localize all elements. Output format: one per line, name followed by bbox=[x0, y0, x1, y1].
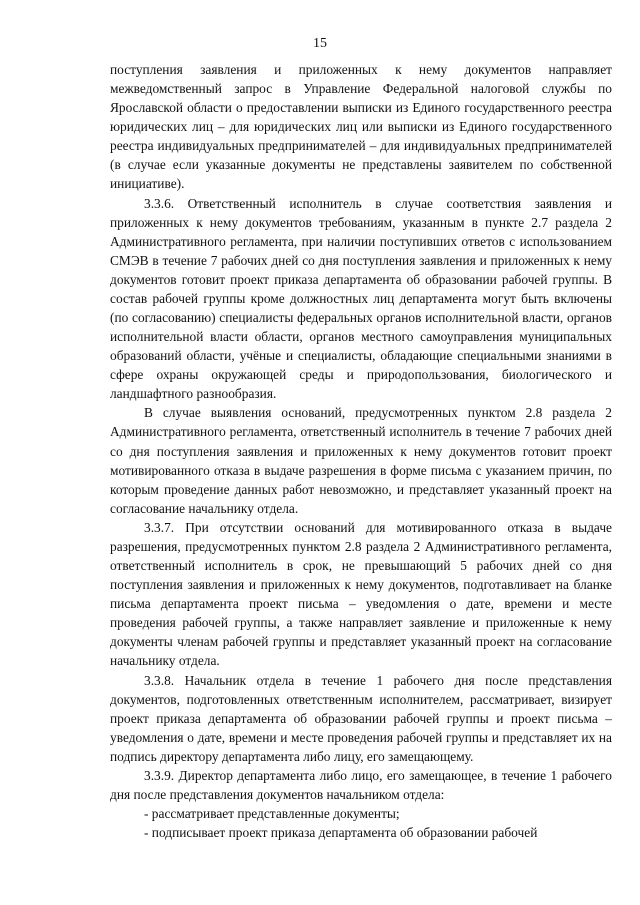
paragraph-3-3-7: 3.3.7. При отсутствии оснований для мотивированного отказа в выдаче разрешения, предусмотренных пунктом 2.8 раздела 2 Административного регламента, ответственный исполнитель в срок, не превышающий 5 рабочих дней со дня поступления заявления и приложенных к нему документов, подготавливает на бланке письма департамента проект письма – уведомления о дате, времени и месте проведения рабочей группы, а также направляет заявление и приложенные к нему документы членам рабочей группы и представляет указанный проект на согласование начальнику отдела. bbox=[110, 519, 612, 669]
paragraph-3-3-6: 3.3.6. Ответственный исполнитель в случае соответствия заявления и приложенных к нему документов требованиям, указанным в пункте 2.7 раздела 2 Административного регламента, при наличии поступивших ответов с использованием СМЭВ в течение 7 рабочих дней со дня поступления заявления и приложенных к нему документов готовит проект приказа департамента об образовании рабочей группы. В состав рабочей группы кроме должностных лиц департамента могут быть включены (по согласованию) специалисты федеральных органов исполнительной власти, органов исполнительной власти области, органов местного самоуправления муниципальных образований области, учёные и специалисты, обладающие специальными знаниями в сфере охраны окружающей среды и природопользования, биологического и ландшафтного разнообразия. bbox=[110, 195, 612, 402]
list-item-review-documents: - рассматривает представленные документы; bbox=[144, 806, 400, 822]
list-item-sign-order: - подписывает проект приказа департамента об образовании рабочей bbox=[144, 825, 538, 841]
page-number: 15 bbox=[313, 36, 327, 51]
paragraph-3-3-9: 3.3.9. Директор департамента либо лицо, его замещающее, в течение 1 рабочего дня после представления документов начальником отдела: bbox=[110, 767, 612, 802]
paragraph-3-3-8: 3.3.8. Начальник отдела в течение 1 рабочего дня после представления документов, подготовленных ответственным исполнителем, рассматривает, визирует проект приказа департамента об образовании рабочей группы и проект письма – уведомления о дате, времени и месте проведения рабочей группы и представляет их на подпись директору департамента либо лицу, его замещающему. bbox=[110, 672, 612, 764]
paragraph-continuation: поступления заявления и приложенных к нему документов направляет межведомственный запрос в Управление Федеральной налоговой службы по Ярославской области о предоставлении выписки из Единого государственного реестра юридических лиц – для юридических лиц или выписки из Единого государственного реестра индивидуальных предпринимателей – для индивидуальных предпринимателей (в случае если указанные документы не представлены заявителем по собственной инициативе). bbox=[110, 62, 612, 192]
paragraph-refusal-case: В случае выявления оснований, предусмотренных пунктом 2.8 раздела 2 Административного регламента, ответственный исполнитель в течение 7 рабочих дней со дня поступления заявления и приложенных к нему документов готовит проект мотивированного отказа в выдаче разрешения в форме письма с указанием причин, по которым проведение данных работ невозможно, и представляет указанный проект на согласование начальнику отдела. bbox=[110, 405, 612, 516]
document-body bbox=[110, 60, 612, 842]
